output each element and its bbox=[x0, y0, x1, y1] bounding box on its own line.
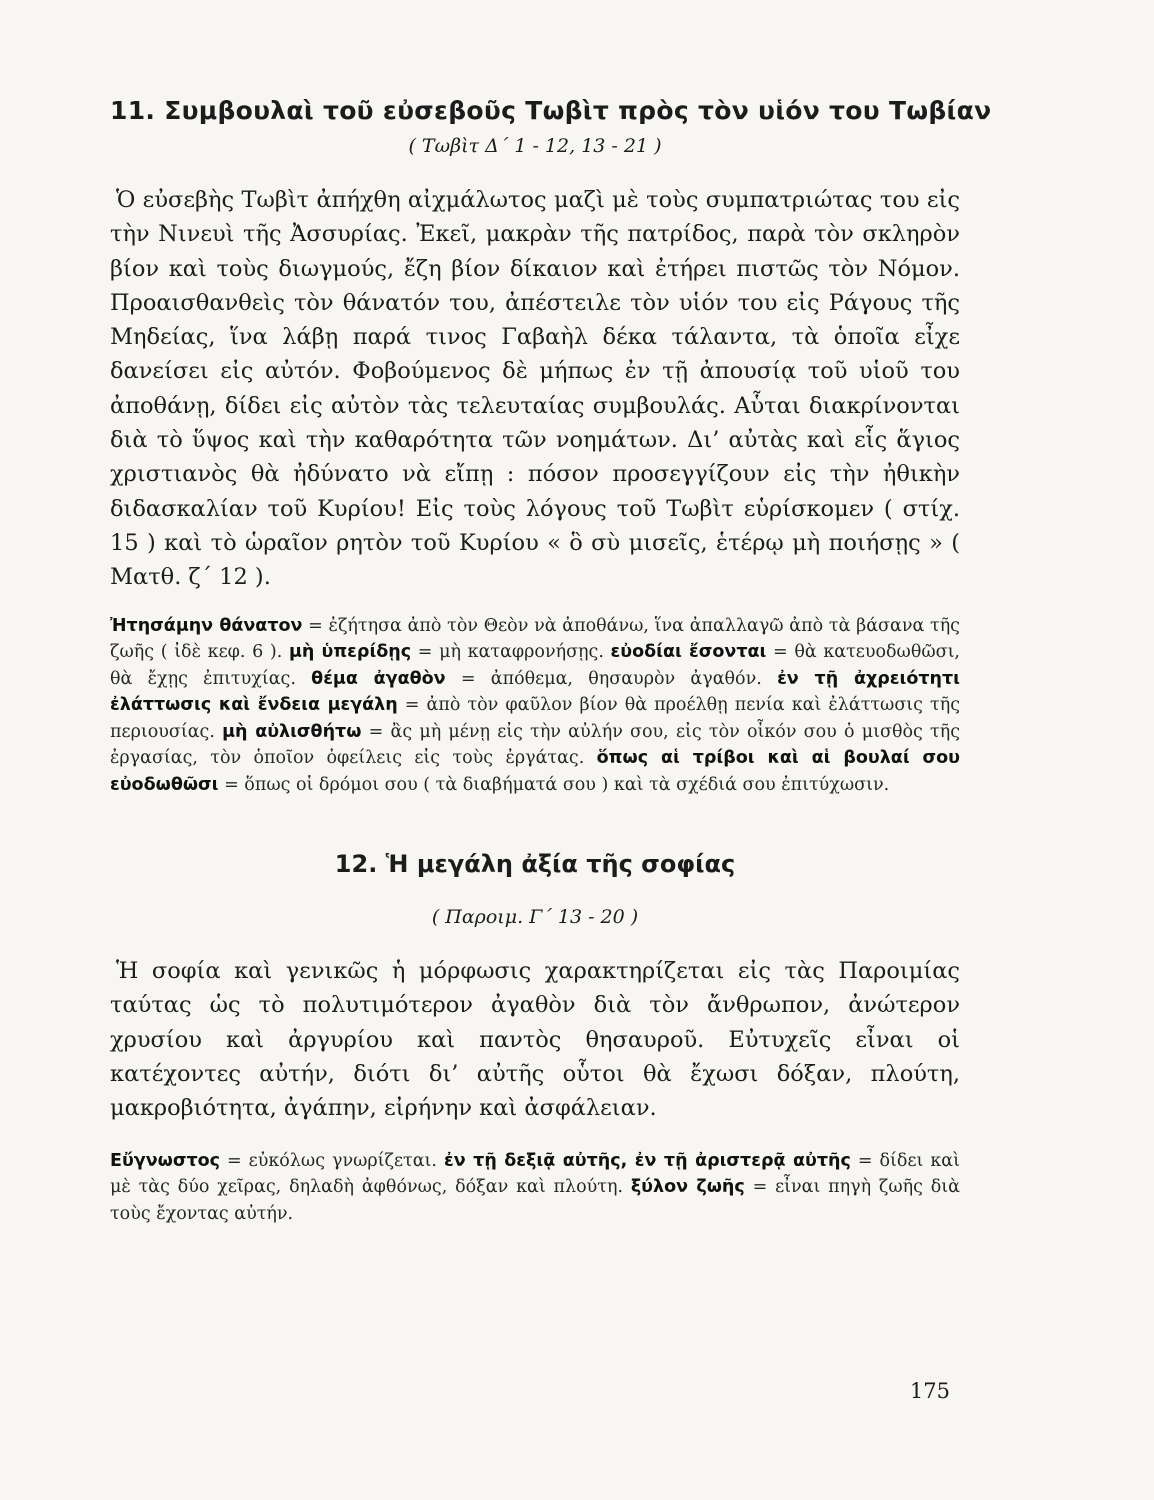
section-11-body: Ὁ εὐσεβὴς Τωβὶτ ἀπήχθη αἰχμάλωτος μαζὶ μὲ τοὺς συμπατριώτας του εἰς τὴν Νινευὶ τῆς Ἀσσυρίας. Ἐκεῖ, μακρὰν τῆς πατρίδος, παρὰ τὸν σκληρὸν βίον καὶ τοὺς διωγμούς, ἔζη βίον δίκαιον καὶ ἐτήρει πιστῶς τὸν Νόμον. Προαισθανθεὶς τὸν θάνατόν του, ἀπέστειλε τὸν υἱόν του εἰς Ράγους τῆς Μηδείας, ἵνα λάβῃ παρά τινος Γαβαὴλ δέκα τάλαντα, τὰ ὁποῖα εἶχε δανείσει εἰς αὐτόν. Φοβούμενος δὲ μήπως ἐν τῇ ἀπουσίᾳ τοῦ υἱοῦ του ἀποθάνῃ, δίδει εἰς αὐτὸν τὰς τελευταίας συμβουλάς. Αὗται διακρίνονται διὰ τὸ ὕψος καὶ τὴν καθαρότητα τῶν νοημάτων. Δι’ αὐτὰς καὶ εἷς ἅγιος χριστιανὸς θὰ ἠδύνατο νὰ εἴπῃ : πόσον προσεγγίζουν εἰς τὴν ἠθικὴν διδασκαλίαν τοῦ Κυρίου! Εἰς τοὺς λόγους τοῦ Τωβὶτ εὑρίσκομεν ( στίχ. 15 ) καὶ τὸ ὡραῖον ρητὸν τοῦ Κυρίου « ὃ σὺ μισεῖς, ἑτέρῳ μὴ ποιήσῃς » ( Ματθ. ζ΄ 12 ). bbox=[110, 187, 960, 591]
glossary-definition: = μὴ καταφρονήσῃς. bbox=[411, 642, 611, 663]
glossary-definition: = δίδει καὶ μὲ τὰς δύο χεῖρας, δηλαδὴ ἀφθόνως, δόξαν καὶ πλούτη. bbox=[110, 1150, 960, 1198]
glossary-definition: = εἶναι πηγὴ ζωῆς διὰ τοὺς ἔχοντας αὐτήν. bbox=[110, 1177, 960, 1224]
glossary-definition: = ἀπὸ τὸν φαῦλον βίον θὰ προέλθῃ πενία καὶ ἐλάττωσις τῆς περιουσίας. bbox=[110, 695, 960, 742]
glossary-term: ἐν τῇ ἀχρειότητι ἐλάττωσις καὶ ἔνδεια μεγάλη bbox=[110, 668, 960, 716]
glossary-definition: = θὰ κατευοδωθῶσι, θὰ ἔχῃς ἐπιτυχίας. bbox=[110, 642, 960, 689]
section-12-title: 12. Ἡ μεγάλη ἀξία τῆς σοφίας bbox=[334, 850, 736, 879]
page-content bbox=[110, 96, 992, 1227]
page-number: 175 bbox=[909, 1379, 950, 1403]
glossary-definition: = ἐζήτησα ἀπὸ τὸν Θεὸν νὰ ἀποθάνω, ἵνα ἀπαλλαγῶ ἀπὸ τὰ βάσανα τῆς ζωῆς ( ἰδὲ κεφ. 6 ). bbox=[110, 615, 960, 663]
glossary-term: εὐοδίαι ἔσονται bbox=[610, 642, 767, 663]
glossary-term: μὴ αὐλισθήτω bbox=[222, 721, 362, 742]
section-12-body: Ἡ σοφία καὶ γενικῶς ἡ μόρφωσις χαρακτηρίζεται εἰς τὰς Παροιμίας ταύτας ὡς τὸ πολυτιμότερον ἀγαθὸν διὰ τὸν ἄνθρωπον, ἀνώτερον χρυσίου καὶ ἀργυρίου καὶ παντὸς θησαυροῦ. Εὐτυχεῖς εἶναι οἱ κατέχοντες αὐτήν, διότι δι’ αὐτῆς οὗτοι θὰ ἔχωσι δόξαν, πλούτη, μακροβιότητα, ἀγάπην, εἰρήνην καὶ ἀσφάλειαν. bbox=[110, 958, 960, 1122]
glossary-definition: = ἀπόθεμα, θησαυρὸν ἀγαθόν. bbox=[445, 668, 778, 689]
glossary-term: ξύλον ζωῆς bbox=[630, 1177, 745, 1198]
section-12-glossary bbox=[110, 1148, 960, 1228]
glossary-definition: = ὅπως οἱ δρόμοι σου ( τὰ διαβήματά σου ) καὶ τὰ σχέδιά σου ἐπιτύχωσιν. bbox=[218, 774, 890, 795]
section-12-reference: ( Παροιμ. Γ΄ 13 - 20 ) bbox=[431, 906, 639, 929]
glossary-definition: = εὐκόλως γνωρίζεται. bbox=[220, 1150, 444, 1171]
glossary-definition: = ἂς μὴ μένῃ εἰς τὴν αὐλήν σου, εἰς τὸν οἶκόν σου ὁ μισθὸς τῆς ἐργασίας, τὸν ὁποῖον ὀφείλεις εἰς τοὺς ἐργάτας. bbox=[110, 721, 960, 769]
glossary-term: μὴ ὑπερίδῃς bbox=[288, 642, 412, 663]
section-11-reference: ( Τωβὶτ Δ΄ 1 - 12, 13 - 21 ) bbox=[408, 135, 662, 157]
glossary-term: Εὔγνωστος bbox=[110, 1150, 221, 1171]
glossary-term: ἐν τῇ δεξιᾷ αὐτῆς, ἐν τῇ ἀριστερᾷ αὐτῆς bbox=[443, 1150, 851, 1171]
section-11-glossary bbox=[110, 613, 960, 799]
section-11-title: 11. Συμβουλαὶ τοῦ εὐσεβοῦς Τωβὶτ πρὸς τὸν υἱόν του Τωβίαν bbox=[110, 96, 992, 125]
glossary-term: ὅπως αἱ τρίβοι καὶ αἱ βουλαί σου εὐοδωθῶσι bbox=[110, 748, 960, 795]
glossary-term: Ἠτησάμην θάνατον bbox=[110, 615, 303, 636]
glossary-term: θέμα ἀγαθὸν bbox=[311, 668, 446, 689]
